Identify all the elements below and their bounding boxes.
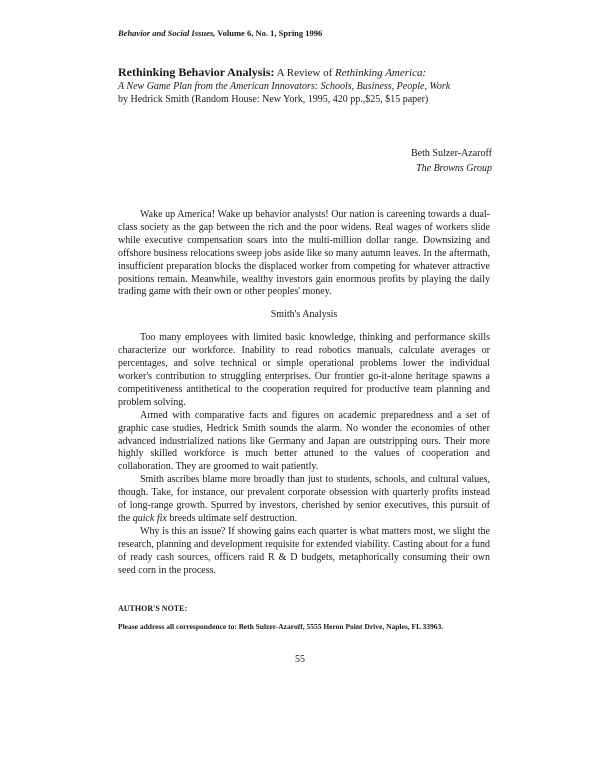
paragraph-3 — [118, 474, 490, 526]
volume-info: Volume 6, No. 1, Spring 1996 — [217, 28, 323, 38]
title-block — [118, 66, 498, 106]
section-heading: Smith's Analysis — [270, 309, 338, 321]
author-note-text: Please address all correspondence to: Beth Sulzer-Azaroff, 5555 Heron Point Drive, Naples, FL 33963. — [118, 622, 444, 631]
paragraph-3-italic: quick fix — [132, 512, 167, 524]
journal-header — [118, 28, 322, 38]
paragraph-3-end: breeds ultimate self destruction. — [166, 512, 298, 524]
article-title: Rethinking Behavior Analysis: — [118, 65, 275, 79]
paragraph-3-start: Smith ascribes blame more broadly than just to students, schools, and cultural values, though. Take, for instance, our prevalent corporate obsession with quarterly profits instead of long-range growth. Spurred by investors, cherished by senior executives, this pursuit of the — [118, 474, 490, 524]
author-name: Beth Sulzer-Azaroff — [411, 148, 492, 159]
book-subtitle: A New Game Plan from the American Innovators: Schools, Business, People, Work — [118, 81, 451, 92]
article-body — [118, 209, 490, 577]
page-number: 55 — [295, 654, 305, 665]
book-byline: by Hedrick Smith (Random House: New York, 1995, 420 pp.,$25, $15 paper) — [118, 94, 429, 105]
paragraph-2: Armed with comparative facts and figures on academic preparedness and a set of graphic case studies, Hedrick Smith sounds the alarm. No wonder the economies of other advanced industrialized nations like Germany and Japan are outstripping ours. Their more highly skilled workforce is much better attuned to the values of cooperation and collaboration. They are groomed to wait patiently. — [118, 409, 490, 473]
review-prefix: A Review of — [276, 67, 333, 79]
title-line — [118, 66, 498, 80]
author-note-heading: AUTHOR'S NOTE: — [118, 604, 188, 613]
book-title: Rethinking America: — [335, 67, 427, 79]
journal-name: Behavior and Social Issues, — [118, 28, 216, 38]
author-block — [411, 146, 492, 176]
author-affiliation: The Browns Group — [416, 163, 492, 174]
intro-paragraph: Wake up America! Wake up behavior analysts! Our nation is careening towards a dual-class society as the gap between the rich and the poor widens. Real wages of workers slide while executive compensation soars into the multi-million dollar range. Downsizing and offshore business relocations sweep jobs aside like so many autumn leaves. In the aftermath, insufficient preparation blocks the displaced worker from competing for whatever attractive positions remain. Meanwhile, wealthy investors gain enormous profits by playing the daily trading game with their own or other peoples' money. — [118, 209, 490, 298]
paragraph-4: Why is this an issue? If showing gains each quarter is what matters most, we slight the research, planning and development requisite for extended viability. Casting about for a fund of ready cash sources, officers raid R & D budgets, metaphorically consuming their own seed corn in the process. — [118, 525, 490, 576]
paragraph-1: Too many employees with limited basic knowledge, thinking and performance skills characterize our workforce. Inability to read robotics manuals, calculate averages or percentages, and solve technical or simple operational problems lower the individual worker's contribution to struggling enterprises. Our frontier go-it-alone heritage spawns a competitiveness antithetical to the cooperation required for productive team planning and problem solving. — [118, 332, 490, 408]
